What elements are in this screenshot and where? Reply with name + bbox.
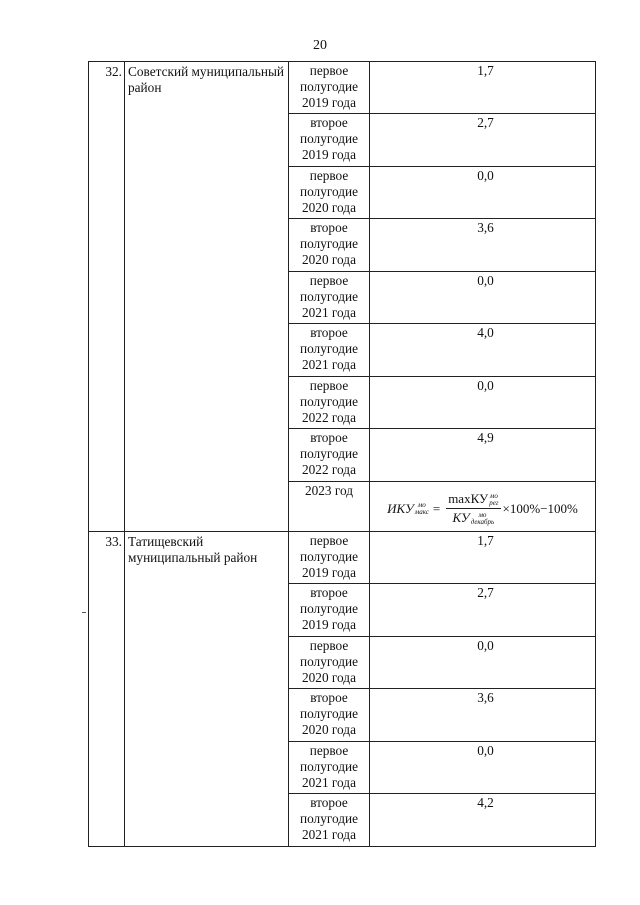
value-cell <box>370 167 596 219</box>
formula-den-indices <box>471 512 495 526</box>
value-cell <box>370 637 596 689</box>
value-text: 0,0 <box>477 273 494 288</box>
period-cell: первое полугодие 2021 года <box>289 742 370 794</box>
formula-num-indices <box>489 493 498 507</box>
value-cell <box>370 377 596 429</box>
value-text: 4,9 <box>477 430 494 445</box>
value-text: 3,6 <box>477 220 494 235</box>
formula-den-sup: мо <box>478 511 487 520</box>
value-cell <box>370 584 596 637</box>
page-number: 20 <box>313 38 327 53</box>
value-text: 1,7 <box>477 533 494 548</box>
formula-den-text: КУ <box>452 510 470 526</box>
value-cell <box>370 532 596 584</box>
value-cell <box>370 62 596 114</box>
value-text: 4,2 <box>477 795 494 810</box>
formula-tail: ×100%−100% <box>502 500 578 516</box>
period-cell: второе полугодие 2022 года <box>289 429 370 482</box>
period-cell: второе полугодие 2021 года <box>289 794 370 847</box>
value-text: 4,0 <box>477 325 494 340</box>
formula-den-sub: декабрь <box>470 518 495 527</box>
row-number: 32. <box>89 62 125 532</box>
period-cell: 2023 год <box>289 482 370 532</box>
value-cell <box>370 324 596 377</box>
period-cell: первое полугодие 2020 года <box>289 167 370 219</box>
table-row <box>89 532 596 584</box>
value-text: 2,7 <box>477 115 494 130</box>
period-cell: второе полугодие 2020 года <box>289 689 370 742</box>
formula-eq: = <box>432 500 441 516</box>
table-row <box>89 62 596 114</box>
value-cell <box>370 689 596 742</box>
district-name: Советский муниципальный район <box>125 62 289 532</box>
value-cell <box>370 272 596 324</box>
value-text: 1,7 <box>477 63 494 78</box>
period-cell: второе полугодие 2019 года <box>289 114 370 167</box>
formula <box>370 483 595 526</box>
value-cell <box>370 742 596 794</box>
formula-denominator <box>452 509 494 526</box>
period-cell: первое полугодие 2020 года <box>289 637 370 689</box>
value-text: 2,7 <box>477 585 494 600</box>
formula-lhs-sub: макс <box>414 507 429 516</box>
row-number: 33. <box>89 532 125 847</box>
value-text: 0,0 <box>477 168 494 183</box>
value-cell <box>370 429 596 482</box>
period-cell: второе полугодие 2019 года <box>289 584 370 637</box>
data-table <box>88 61 596 847</box>
period-cell: первое полугодие 2021 года <box>289 272 370 324</box>
value-text: 0,0 <box>477 743 494 758</box>
formula-numerator <box>446 491 500 509</box>
value-cell <box>370 114 596 167</box>
value-cell <box>370 794 596 847</box>
formula-cell <box>370 482 596 532</box>
formula-fraction <box>446 491 500 526</box>
formula-num-sub: рег <box>489 499 499 508</box>
formula-num-sup: мо <box>489 492 498 501</box>
value-text: 0,0 <box>477 638 494 653</box>
margin-mark <box>82 612 86 613</box>
district-name: Татищевский муниципальный район <box>125 532 289 847</box>
formula-num-text: maxКУ <box>448 491 489 506</box>
formula-lhs-indices <box>415 502 429 516</box>
period-cell: второе полугодие 2021 года <box>289 324 370 377</box>
period-cell: первое полугодие 2022 года <box>289 377 370 429</box>
period-cell: второе полугодие 2020 года <box>289 219 370 272</box>
period-cell: первое полугодие 2019 года <box>289 532 370 584</box>
value-text: 3,6 <box>477 690 494 705</box>
formula-lhs: ИКУ <box>387 500 414 516</box>
value-text: 0,0 <box>477 378 494 393</box>
period-cell: первое полугодие 2019 года <box>289 62 370 114</box>
value-cell <box>370 219 596 272</box>
formula-lhs-sup: мо <box>417 500 426 509</box>
